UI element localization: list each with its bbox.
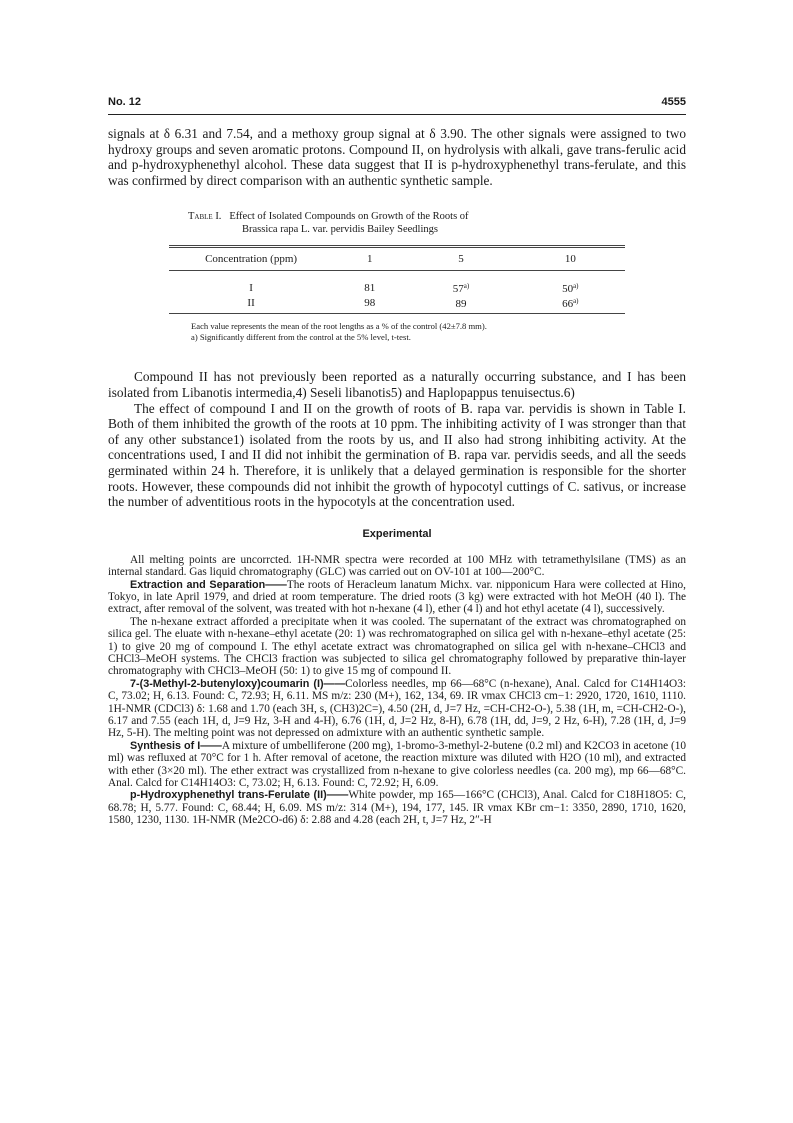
paragraph-heading: Synthesis of I—— — [130, 739, 222, 752]
paragraph-body: White powder, mp 165—166°C (CHCl3), Anal. Calcd for C18H18O5: C, 68.78; H, 5.77. Found: C, 68.44; H, 6.09. MS m/z: 314 (M+), 194, 177, 145. IR νmax KBr cm−1: 3350, 2890, 1710, 1620, 1580, 1230, 1130. 1H-NMR (Me2CO-d6) δ: 2.88 and 4.28 (each 2H, t, J=7 Hz, 2″-H — [108, 789, 686, 827]
issue-number: No. 12 — [108, 96, 142, 108]
intro-paragraph: signals at δ 6.31 and 7.54, and a methoxy group signal at δ 3.90. The other signals were assigned to two hydroxy groups and seven aromatic protons. Compound II, on hydrolysis with alkali, gave trans-ferulic acid and p-hydroxyphenethyl alcohol. These data suggest that II is p-hydroxyphenethyl trans-ferulate, and this was confirmed by direct comparison with an authentic synthetic sample. — [108, 126, 686, 188]
value-cell: 81 — [364, 281, 376, 294]
experimental-paragraph — [108, 740, 686, 790]
compound-cell: I — [249, 281, 253, 294]
significance-note: a) — [463, 282, 470, 291]
experimental-paragraph — [108, 579, 686, 616]
significance-note: a) — [573, 297, 579, 306]
paragraph-body: The roots of Heracleum lanatum Michx. var. nipponicum Hara were collected at Hino, Tokyo, in late April 1979, and dried at room temperature. The dried roots (3 kg) were extracted with hot MeOH (40 l). The extract, after removal of the solvent, was treated with hot n-hexane (4 l), ether (4 l) and hot ethyl acetate (4 l), successively. — [108, 578, 686, 616]
paragraph-heading: Extraction and Separation—— — [130, 578, 287, 591]
value-cell — [406, 271, 515, 296]
page-number: 4555 — [661, 96, 686, 108]
paragraph-heading: p-Hydroxyphenethyl trans-Ferulate (II)—— — [130, 789, 349, 802]
table-label: Table I. — [188, 211, 222, 223]
col-header-1ppm: 1 — [366, 253, 373, 266]
discussion-paragraph: Compound II has not previously been reported as a naturally occurring substance, and I has been isolated from Libanotis intermedia,4) Seseli libanotis5) and Haplopappus tenuisectus.6) — [108, 369, 686, 400]
col-header-10ppm: 10 — [564, 253, 576, 266]
table-caption-line1: Effect of Isolated Compounds on Growth of the Roots of — [229, 211, 469, 223]
value: 50 — [562, 283, 574, 296]
value-cell — [406, 295, 515, 314]
table-footnote: a) Significantly different from the control at the 5% level, t-test. — [191, 332, 411, 343]
journal-page — [108, 96, 686, 827]
paragraph-heading: 7-(3-Methyl-2-butenyloxy)coumarin (I)—— — [130, 677, 346, 690]
section-title: Experimental — [362, 527, 432, 540]
value-cell: 98 — [364, 296, 376, 309]
table-row — [169, 271, 625, 296]
col-header-concentration: Concentration (ppm) — [205, 253, 298, 266]
experimental-paragraph: The n-hexane extract afforded a precipitate when it was cooled. The supernatant of the extract was chromatographed on silica gel. The eluate with n-hexane–ethyl acetate (20: 1) was rechromatographed on silica gel with n-hexane–ethyl acetate (25: 1) to give 20 mg of compound I. The ethyl acetate extract was chromatographed on silica gel with n-hexane–CHCl3 and CHCl3–MeOH systems. The CHCl3 fraction was subjected to silica gel chromatography followed by preparative thin-layer chromatography with CHCl3–MeOH (50: 1) to give 15 mg of compound II. — [108, 615, 686, 678]
table-footnotes — [169, 321, 625, 343]
experimental-paragraph — [108, 789, 686, 826]
table-1 — [108, 210, 686, 343]
value: 89 — [455, 298, 467, 311]
table-caption — [108, 210, 686, 236]
results-table — [169, 245, 625, 314]
paragraph-body: A mixture of umbelliferone (200 mg), 1-bromo-3-methyl-2-butene (0.2 ml) and K2CO3 in acetone (10 ml) was refluxed at 70°C for 1 h. After removal of acetone, the reaction mixture was diluted with H2O (10 ml), and extracted with ether (3×20 ml). The ether extract was crystallized from n-hexane to give colorless needles (ca. 200 mg), mp 66—68°C. Anal. Calcd for C14H14O3: C, 73.02; H, 6.13. Found: C, 72.92; H, 6.09. — [108, 739, 686, 790]
significance-note: a) — [573, 282, 579, 291]
table-caption-line2: Brassica rapa L. var. pervidis Bailey Seedlings — [242, 224, 438, 236]
table-header-row — [169, 247, 625, 271]
value: 66 — [562, 298, 574, 311]
table-footnote: Each value represents the mean of the root lengths as a % of the control (42±7.8 mm). — [191, 321, 487, 332]
paragraph-body: Colorless needles, mp 66—68°C (n-hexane), Anal. Calcd for C14H14O3: C, 73.02; H, 6.13. Found: C, 72.93; H, 6.11. MS m/z: 230 (M+), 162, 134, 69. IR νmax CHCl3 cm−1: 2920, 1720, 1610, 1110. 1H-NMR (CDCl3) δ: 1.68 and 1.70 (each 3H, s, (CH3)2C=), 4.50 (2H, d, J=7 Hz, =CH-CH2-O-), 5.38 (1H, m, =CH-CH2-O-), 6.17 and 7.55 (each 1H, d, J=9 Hz, 3-H and 4-H), 6.76 (1H, d, J=2 Hz, 8-H), 6.78 (1H, dd, J=9, 2 Hz, 6-H), 7.28 (1H, d, J=9 Hz, 5-H). The melting point was not depressed on admixture with an authentic synthetic sample. — [108, 677, 686, 740]
value-cell — [516, 295, 625, 314]
value-cell — [516, 271, 625, 296]
value: 57 — [452, 283, 464, 296]
col-header-5ppm: 5 — [458, 253, 464, 266]
experimental-paragraph: All melting points are uncorrcted. 1H-NMR spectra were recorded at 100 MHz with tetramethylsilane (TMS) as an internal standard. Gas liquid chromatography (GLC) was carried out on OV-101 at 100—200°C. — [108, 553, 686, 579]
table-row — [169, 295, 625, 314]
compound-cell: II — [247, 296, 255, 309]
discussion-paragraph: The effect of compound I and II on the growth of roots of B. rapa var. pervidis is shown in Table I. Both of them inhibited the growth of the roots at 10 ppm. The inhibiting activity of I was stronger than that of any other substance1) isolated from the roots by us, and II also had strong inhibiting activity. At the concentrations used, I and II did not inhibit the germination of B. rapa var. pervidis seeds, and all the seeds germinated within 24 h. Therefore, it is unlikely that a delayed germination is responsible for the shorter roots. However, these compounds did not inhibit the growth of hypocotyl cuttings of C. sativus, or increase the number of adventitious roots in the hypocotyls at the concentration used. — [108, 400, 686, 510]
experimental-paragraph — [108, 678, 686, 740]
running-head — [108, 96, 686, 115]
